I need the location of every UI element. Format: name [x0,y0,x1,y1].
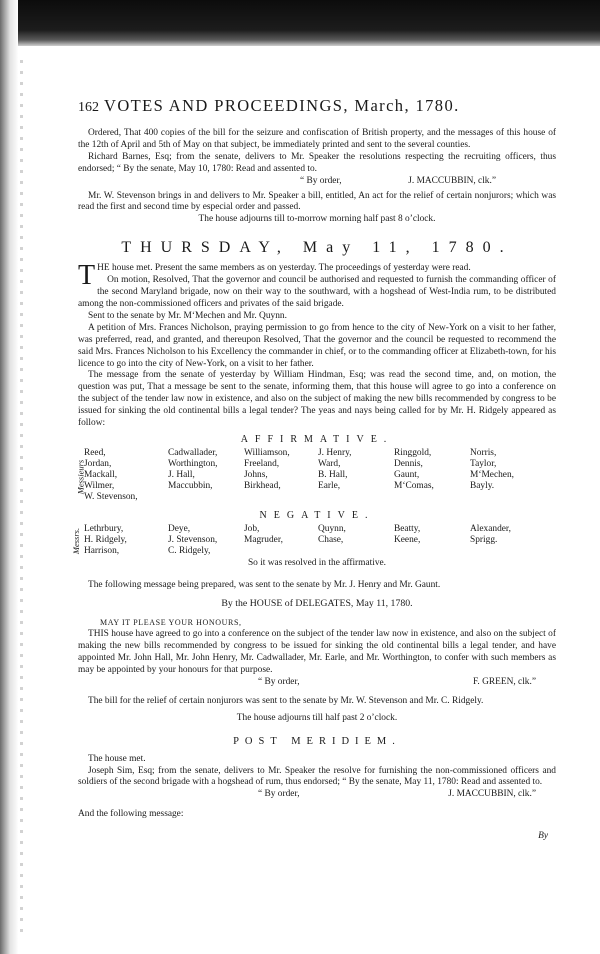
negative-column: Deye, J. Stevenson, C. Ridgely, [168,523,218,556]
paragraph-ordered: Ordered, That 400 copies of the bill for the seizure and confiscation of British property, and the messages of this house of the 12th of April and 5th of May on that subject, be immediately printed and sent to the several counties. [78,128,556,150]
adjournment-notice: The house adjourns till half past 2 o’clock. [236,712,398,723]
negative-names [71,523,556,558]
signature-line-1 [78,176,556,188]
affirmative-names [75,447,556,506]
drop-cap: T [78,260,96,292]
message-intro: The following message being prepared, was sent to the senate by Mr. J. Henry and Mr. Gaunt. [88,579,441,590]
affirmative-column: Ringgold, Dennis, Gaunt, M‘Comas, [394,447,434,491]
pm-house-met: The house met. [88,753,146,764]
affirmative-column: Williamson, Freeland, Johns, Birkhead, [244,447,290,491]
catchword: By [538,831,548,842]
signature-clerk: J. MACCUBBIN, clk.” [408,175,496,186]
paragraph-petition: A petition of Mrs. Frances Nicholson, praying permission to go from hence to the city of New-York on a visit to her father, was preferred, read, and granted, and thereupon Resolved, That the governor and the council be requested to recommend the said Mrs. Frances Nicholson to his Excellency the commander in chief, or to the commanding officer at Elizabeth-town, for his licence to go into the city of New-York, on a visit to her father. [78,322,556,369]
affirmative-column: J. Henry, Ward, B. Hall, Earle, [318,447,352,491]
negative-column: Beatty, Keene, [394,523,421,545]
signature-line-3 [78,789,556,801]
microfilm-left-border [0,0,18,954]
negative-column: Alexander, Sprigg. [470,523,512,545]
paragraph-senate-message: The message from the senate of yesterday by William Hindman, Esq; was read the second time, and, on motion, the question was put, That a message be sent to the senate, informing them, that this house will agree to go into a conference on the subject of the tender law now in existence, and also on the subject of making the new bills recommended by congress to be issued for sinking the old continental bills a legal tender? The yeas and nays being called for by Mr. H. Ridgely appeared as follow: [78,370,556,429]
signature-by-order: “ By order, [258,677,300,687]
message-body: THIS house have agreed to go into a conference on the subject of the tender law now in existence, and also on the subject of making the new bills recommended by congress to be issued for sinking the old continental bills a legal tender, and have appointed Mr. John Hall, Mr. John Henry, Mr. Cadwallader, Mr. Earle, and Mr. Worthington, to confer with such members as may be appointed by your honours for that purpose. [78,629,556,676]
signature-clerk: F. GREEN, clk.” [472,677,536,687]
pm-paragraph-joseph-sim: Joseph Sim, Esq; from the senate, delivers to Mr. Speaker the resolve for furnishing the non-commissioned officers and soldiers of the second brigade with a hogshead of rum, thus endorsed; “ By the senate, May 11, 1780: Read and assented to. [78,765,556,788]
affirmative-heading: AFFIRMATIVE. [240,433,394,445]
binding-edge [20,60,23,940]
negative-column: Lethrbury, H. Ridgely, Harrison, [84,523,127,556]
signature-line-2 [78,677,556,689]
message-heading: By the HOUSE of DELEGATES, May 11, 1780. [221,597,413,609]
final-line: And the following message: [78,809,184,820]
paragraph-resolved-rum: On motion, Resolved, That the governor and council be authorised and requested to furnish the commanding officer of the second Maryland brigade, now on their way to the southward, with a hogshead of West-India rum, to be distributed among the non-commissioned officers and privates of the said brigade. [78,275,556,309]
paragraph-bill-sent: The bill for the relief of certain nonjurors was sent to the senate by Mr. W. Stevenson and Mr. C. Ridgely. [88,695,484,706]
signature-clerk: J. MACCUBBIN, clk.” [448,789,536,800]
running-header [78,96,556,118]
page-number: 162 [78,100,99,115]
final-line-wrap [78,809,556,842]
negative-heading: NEGATIVE. [259,509,375,521]
day-heading: THURSDAY, May 11, 1780. [121,239,513,257]
affirmative-column: Norris, Taylor, M‘Mechen, Bayly. [470,447,514,491]
paragraph-stevenson-bill: Mr. W. Stevenson brings in and delivers to Mr. Speaker a bill, entitled, An act for the relief of certain nonjurors; which was read the first and second time by especial order and passed. [78,190,556,213]
resolved-affirmative-line: So it was resolved in the affirmative. [247,557,387,568]
paragraph-richard-barnes: Richard Barnes, Esq; from the senate, delivers to Mr. Speaker the resolutions respecting the recruiting officers, thus endorsed; “ By the senate, May 10, 1780: Read and assented to. [78,151,556,174]
running-head-title: VOTES AND PROCEEDINGS, March, 1780. [104,96,460,115]
signature-by-order: “ By order, [258,789,300,800]
messrs-label: Messrs. [71,527,82,554]
negative-column: Quynn, Chase, [318,523,346,545]
signature-by-order: “ By order, [300,175,342,186]
microfilm-top-border [0,0,600,46]
affirmative-column: Reed, Jordan, Mackall, Wilmer, W. Stevenson, [84,447,138,502]
paragraph-sent-to-senate: Sent to the senate by Mr. M‘Mechen and Mr. Quynn. [88,310,287,321]
messieurs-label: Messieurs [75,459,86,495]
post-meridiem-heading: POST MERIDIEM. [233,735,401,747]
adjournment-notice: The house adjourns till to-morrow morning half past 8 o’clock. [198,214,436,225]
negative-column: Job, Magruder, [244,523,283,545]
document-page [71,96,556,842]
salutation: MAY IT PLEASE YOUR HONOURS, [100,618,242,628]
affirmative-column: Cadwallader, Worthington, J. Hall, Maccubbin, [168,447,218,491]
opening-paragraph: THE house met. Present the same members as on yesterday. The proceedings of yesterday were read. [78,260,471,292]
